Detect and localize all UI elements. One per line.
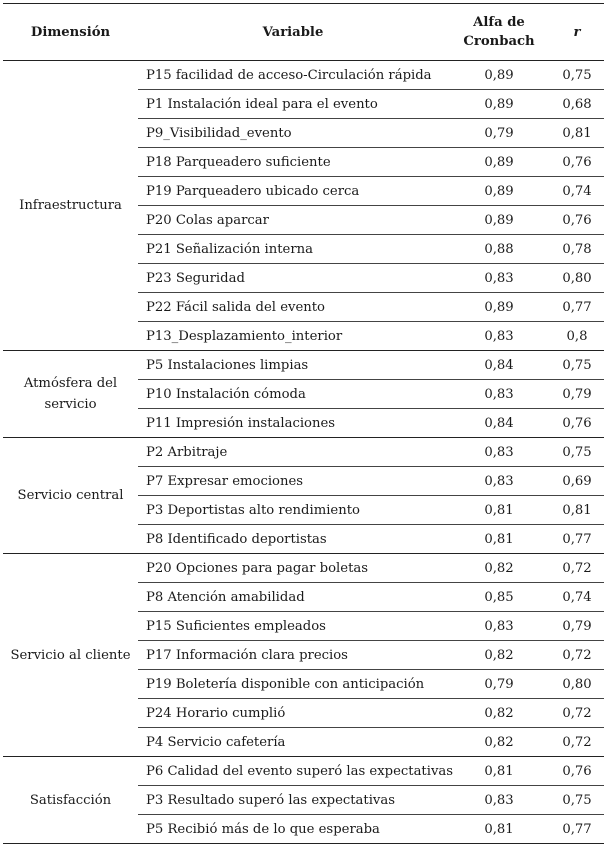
variable-cell: P1 Instalación ideal para el evento [138, 90, 448, 119]
alfa-cell: 0,82 [448, 728, 550, 757]
r-cell: 0,69 [550, 467, 604, 496]
dimension-cell: Servicio al cliente [3, 554, 138, 757]
r-cell: 0,72 [550, 699, 604, 728]
alfa-cell: 0,79 [448, 670, 550, 699]
variable-cell: P3 Resultado superó las expectativas [138, 786, 448, 815]
r-cell: 0,75 [550, 786, 604, 815]
variable-cell: P23 Seguridad [138, 264, 448, 293]
r-cell: 0,79 [550, 380, 604, 409]
table-row [3, 351, 604, 380]
alfa-cell: 0,85 [448, 583, 550, 612]
variable-cell: P24 Horario cumplió [138, 699, 448, 728]
r-cell: 0,74 [550, 177, 604, 206]
variable-cell: P11 Impresión instalaciones [138, 409, 448, 438]
dimension-cell: Atmósfera del servicio [3, 351, 138, 438]
r-cell: 0,77 [550, 293, 604, 322]
r-cell: 0,72 [550, 641, 604, 670]
r-cell: 0,72 [550, 728, 604, 757]
variable-cell: P20 Opciones para pagar boletas [138, 554, 448, 583]
r-cell: 0,81 [550, 119, 604, 148]
alfa-cell: 0,83 [448, 786, 550, 815]
alfa-cell: 0,88 [448, 235, 550, 264]
alfa-cell: 0,82 [448, 641, 550, 670]
alfa-cell: 0,83 [448, 438, 550, 467]
r-cell: 0,76 [550, 757, 604, 786]
alfa-cell: 0,83 [448, 264, 550, 293]
table-row [3, 61, 604, 90]
dimension-cell: Servicio central [3, 438, 138, 554]
alfa-cell: 0,89 [448, 293, 550, 322]
variable-cell: P13_Desplazamiento_interior [138, 322, 448, 351]
dimension-cell: Satisfacción [3, 757, 138, 844]
variable-cell: P5 Recibió más de lo que esperaba [138, 815, 448, 844]
variable-cell: P10 Instalación cómoda [138, 380, 448, 409]
variable-cell: P5 Instalaciones limpias [138, 351, 448, 380]
alfa-cell: 0,82 [448, 699, 550, 728]
r-cell: 0,76 [550, 409, 604, 438]
alfa-cell: 0,81 [448, 757, 550, 786]
header-dimension: Dimensión [3, 4, 138, 61]
alfa-cell: 0,81 [448, 496, 550, 525]
r-cell: 0,68 [550, 90, 604, 119]
r-cell: 0,81 [550, 496, 604, 525]
variable-cell: P7 Expresar emociones [138, 467, 448, 496]
table-row [3, 757, 604, 786]
variable-cell: P6 Calidad del evento superó las expectativas [138, 757, 448, 786]
alfa-cell: 0,83 [448, 467, 550, 496]
r-cell: 0,75 [550, 61, 604, 90]
variable-cell: P18 Parqueadero suficiente [138, 148, 448, 177]
r-cell: 0,80 [550, 670, 604, 699]
r-cell: 0,76 [550, 148, 604, 177]
table-body [3, 61, 604, 844]
variable-cell: P22 Fácil salida del evento [138, 293, 448, 322]
variable-cell: P17 Información clara precios [138, 641, 448, 670]
variable-cell: P3 Deportistas alto rendimiento [138, 496, 448, 525]
alfa-cell: 0,89 [448, 177, 550, 206]
variable-cell: P19 Parqueadero ubicado cerca [138, 177, 448, 206]
alfa-cell: 0,89 [448, 148, 550, 177]
r-cell: 0,77 [550, 525, 604, 554]
variable-cell: P8 Identificado deportistas [138, 525, 448, 554]
variable-cell: P8 Atención amabilidad [138, 583, 448, 612]
r-cell: 0,74 [550, 583, 604, 612]
table-row [3, 438, 604, 467]
alfa-cell: 0,83 [448, 322, 550, 351]
header-row [3, 4, 604, 61]
variable-cell: P21 Señalización interna [138, 235, 448, 264]
header-r: r [550, 4, 604, 61]
r-cell: 0,80 [550, 264, 604, 293]
variable-cell: P15 facilidad de acceso-Circulación rápida [138, 61, 448, 90]
r-cell: 0,75 [550, 438, 604, 467]
r-cell: 0,8 [550, 322, 604, 351]
alfa-cell: 0,81 [448, 525, 550, 554]
alfa-cell: 0,83 [448, 612, 550, 641]
r-cell: 0,77 [550, 815, 604, 844]
variable-cell: P15 Suficientes empleados [138, 612, 448, 641]
variable-cell: P2 Arbitraje [138, 438, 448, 467]
alfa-cell: 0,83 [448, 380, 550, 409]
r-cell: 0,75 [550, 351, 604, 380]
variable-cell: P9_Visibilidad_evento [138, 119, 448, 148]
r-cell: 0,76 [550, 206, 604, 235]
dimension-cell: Infraestructura [3, 61, 138, 351]
alfa-cell: 0,89 [448, 206, 550, 235]
reliability-table [3, 3, 604, 844]
variable-cell: P19 Boletería disponible con anticipación [138, 670, 448, 699]
alfa-cell: 0,84 [448, 351, 550, 380]
variable-cell: P20 Colas aparcar [138, 206, 448, 235]
table-header [3, 4, 604, 61]
header-alfa: Alfa de Cronbach [448, 4, 550, 61]
table-row [3, 554, 604, 583]
alfa-cell: 0,81 [448, 815, 550, 844]
alfa-cell: 0,89 [448, 90, 550, 119]
alfa-cell: 0,89 [448, 61, 550, 90]
alfa-cell: 0,84 [448, 409, 550, 438]
alfa-cell: 0,79 [448, 119, 550, 148]
r-cell: 0,79 [550, 612, 604, 641]
alfa-cell: 0,82 [448, 554, 550, 583]
r-cell: 0,72 [550, 554, 604, 583]
variable-cell: P4 Servicio cafetería [138, 728, 448, 757]
header-variable: Variable [138, 4, 448, 61]
r-cell: 0,78 [550, 235, 604, 264]
